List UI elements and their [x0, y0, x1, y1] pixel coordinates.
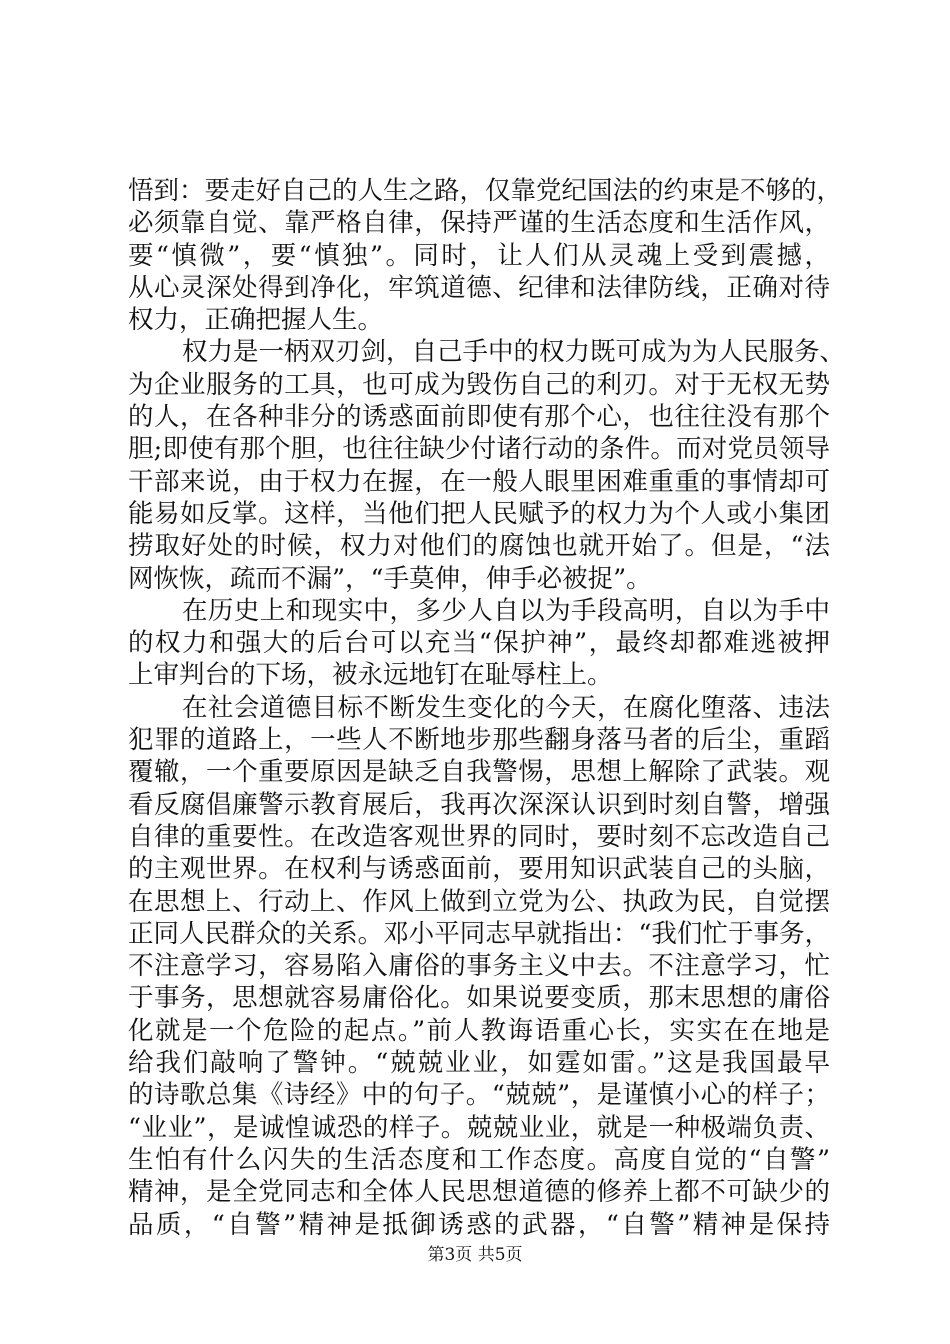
text-line: 品质，“自警”精神是抵御诱惑的武器，“自警”精神是保持 — [128, 1209, 830, 1240]
text-line: 的权力和强大的后台可以充当“保护神”，最终却都难逃被押 — [128, 628, 830, 659]
text-line: 在历史上和现实中，多少人自以为手段高明，自以为手中 — [182, 595, 830, 626]
text-line: 干部来说，由于权力在握，在一般人眼里困难重重的事情却可 — [128, 466, 830, 497]
text-line: 不注意学习，容易陷入庸俗的事务主义中去。不注意学习，忙 — [128, 951, 830, 982]
text-line: 覆辙，一个重要原因是缺乏自我警惕，思想上解除了武装。观 — [128, 757, 830, 788]
text-line: 从心灵深处得到净化，牢筑道德、纪律和法律防线，正确对待 — [128, 272, 830, 303]
text-line: 自律的重要性。在改造客观世界的同时，要时刻不忘改造自己 — [128, 821, 830, 852]
text-line: 为企业服务的工具，也可成为毁伤自己的利刃。对于无权无势 — [128, 369, 830, 400]
text-line: 能易如反掌。这样，当他们把人民赋予的权力为个人或小集团 — [128, 498, 830, 529]
text-line: 看反腐倡廉警示教育展后，我再次深深认识到时刻自警，增强 — [128, 789, 830, 820]
text-line: 权力，正确把握人生。 — [128, 305, 384, 336]
text-line: 犯罪的道路上，一些人不断地步那些翻身落马者的后尘，重蹈 — [128, 725, 830, 756]
text-line: 正同人民群众的关系。邓小平同志早就指出：“我们忙于事务， — [128, 918, 830, 949]
text-line: 网恢恢，疏而不漏”，“手莫伸，伸手必被捉”。 — [128, 563, 652, 594]
text-line: 的诗歌总集《诗经》中的句子。“兢兢”，是谨慎小心的样子； — [128, 1080, 830, 1111]
text-line: 的人，在各种非分的诱惑面前即使有那个心，也往往没有那个 — [128, 402, 830, 433]
text-line: 胆;即使有那个胆，也往往缺少付诸行动的条件。而对党员领导 — [128, 434, 830, 465]
text-line: 精神，是全党同志和全体人民思想道德的修养上都不可缺少的 — [128, 1177, 830, 1208]
text-line: 的主观世界。在权利与诱惑面前，要用知识武装自己的头脑， — [128, 854, 830, 885]
text-line: 悟到：要走好自己的人生之路，仅靠党纪国法的约束是不够的， — [128, 176, 843, 206]
text-line: 在思想上、行动上、作风上做到立党为公、执政为民，自觉摆 — [128, 886, 830, 917]
body-text — [128, 175, 846, 1241]
text-line: 在社会道德目标不断发生变化的今天，在腐化堕落、违法 — [182, 692, 830, 723]
page-footer: 第3页 共5页 — [427, 1245, 523, 1265]
text-line: 权力是一柄双刃剑，自己手中的权力既可成为为人民服务、 — [182, 337, 846, 368]
text-line: 必须靠自觉、靠严格自律，保持严谨的生活态度和生活作风， — [128, 208, 830, 239]
text-line: 给我们敲响了警钟。“兢兢业业，如霆如雷。”这是我国最早 — [128, 1048, 830, 1079]
text-line: 上审判台的下场，被永远地钉在耻辱柱上。 — [128, 660, 613, 691]
text-line: 生怕有什么闪失的生活态度和工作态度。高度自觉的“自警” — [128, 1144, 830, 1175]
text-line: 捞取好处的时候，权力对他们的腐蚀也就开始了。但是，“法 — [128, 531, 830, 562]
text-line: 化就是一个危险的起点。”前人教诲语重心长，实实在在地是 — [128, 1015, 830, 1046]
text-line: 要“慎微”，要“慎独”。同时，让人们从灵魂上受到震撼， — [128, 240, 830, 271]
text-line: 于事务，思想就容易庸俗化。如果说要变质，那末思想的庸俗 — [128, 983, 830, 1014]
text-line: “业业”，是诚惶诚恐的样子。兢兢业业，就是一种极端负责、 — [128, 1112, 830, 1143]
